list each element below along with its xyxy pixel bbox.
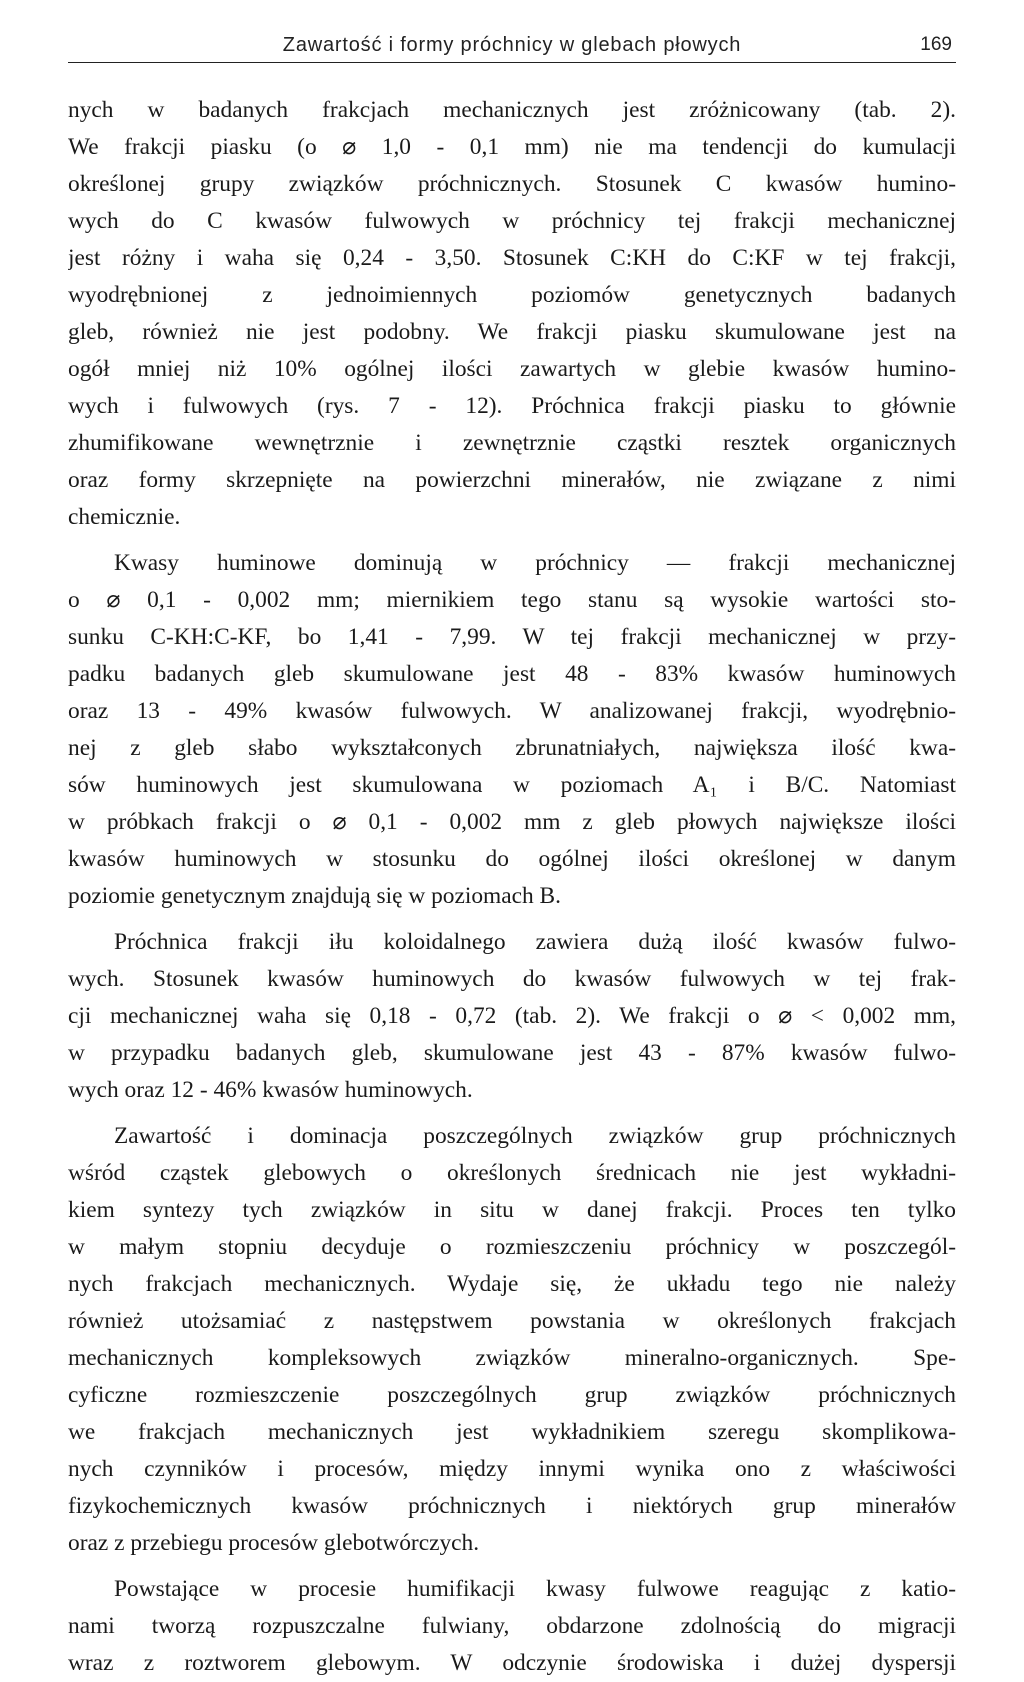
text-line: gleb, również nie jest podobny. We frakcji piasku skumulowane jest na: [68, 319, 956, 345]
paragraph: [68, 1118, 956, 1562]
text-line: zhumifikowane wewnętrznie i zewnętrznie cząstki resztek organicznych: [68, 430, 956, 456]
text-line: nej z gleb słabo wykształconych zbrunatniałych, największa ilość kwa-: [68, 735, 956, 761]
paragraph: [68, 92, 956, 536]
text-line: ogół mniej niż 10% ogólnej ilości zawartych w glebie kwasów humino-: [68, 356, 956, 382]
text-line: w przypadku badanych gleb, skumulowane jest 43 - 87% kwasów fulwo-: [68, 1040, 956, 1066]
text-line: o ⌀ 0,1 - 0,002 mm; miernikiem tego stanu są wysokie wartości sto-: [68, 587, 956, 613]
running-title: Zawartość i formy próchnicy w glebach płowych: [282, 34, 742, 56]
text-line: sunku C-KH:C-KF, bo 1,41 - 7,99. W tej frakcji mechanicznej w przy-: [68, 624, 956, 650]
paragraph: [68, 924, 956, 1109]
text-line: mechanicznych kompleksowych związków mineralno-organicznych. Spe-: [68, 1345, 956, 1371]
article-body: [68, 92, 956, 1682]
paragraph: [68, 545, 956, 915]
paragraph: [68, 1571, 956, 1682]
text-line: jest różny i waha się 0,24 - 3,50. Stosunek C:KH do C:KF w tej frakcji,: [68, 245, 956, 271]
text-line: wych oraz 12 - 46% kwasów huminowych.: [68, 1077, 473, 1103]
text-line: nami tworzą rozpuszczalne fulwiany, obdarzone zdolnością do migracji: [68, 1613, 956, 1639]
text-line: oraz z przebiegu procesów glebotwórczych.: [68, 1530, 480, 1556]
text-line: fizykochemicznych kwasów próchnicznych i niektórych grup minerałów: [68, 1493, 956, 1519]
text-line: w próbkach frakcji o ⌀ 0,1 - 0,002 mm z gleb płowych największe ilości: [68, 809, 956, 835]
page-number: 169: [920, 34, 952, 55]
text-line: wych i fulwowych (rys. 7 - 12). Próchnica frakcji piasku to głównie: [68, 393, 956, 419]
paragraph-gap: [68, 1562, 956, 1571]
text-line: wych. Stosunek kwasów huminowych do kwasów fulwowych w tej frak-: [68, 966, 956, 992]
text-line: we frakcjach mechanicznych jest wykładnikiem szeregu skomplikowa-: [68, 1419, 956, 1445]
text-line: również utożsamiać z następstwem powstania w określonych frakcjach: [68, 1308, 956, 1334]
text-line: kiem syntezy tych związków in situ w danej frakcji. Proces ten tylko: [68, 1197, 956, 1223]
text-line: nych w badanych frakcjach mechanicznych jest zróżnicowany (tab. 2).: [68, 97, 956, 123]
text-line: cji mechanicznej waha się 0,18 - 0,72 (tab. 2). We frakcji o ⌀ < 0,002 mm,: [68, 1003, 956, 1029]
text-line: padku badanych gleb skumulowane jest 48 - 83% kwasów huminowych: [68, 661, 956, 687]
text-line: We frakcji piasku (o ⌀ 1,0 - 0,1 mm) nie ma tendencji do kumulacji: [68, 134, 956, 160]
paragraph-gap: [68, 915, 956, 924]
text-line: cyficzne rozmieszczenie poszczególnych grup związków próchnicznych: [68, 1382, 956, 1408]
text-line: nych czynników i procesów, między innymi wynika ono z właściwości: [68, 1456, 956, 1482]
text-line: oraz 13 - 49% kwasów fulwowych. W analizowanej frakcji, wyodrębnio-: [68, 698, 956, 724]
text-line: oraz formy skrzepnięte na powierzchni minerałów, nie związane z nimi: [68, 467, 956, 493]
text-line: chemicznie.: [68, 504, 181, 530]
text-line: kwasów huminowych w stosunku do ogólnej ilości określonej w danym: [68, 846, 956, 872]
text-line: Powstające w procesie humifikacji kwasy fulwowe reagując z katio-: [114, 1576, 956, 1602]
text-line: w małym stopniu decyduje o rozmieszczeniu próchnicy w poszczegól-: [68, 1234, 956, 1260]
text-line: wraz z roztworem glebowym. W odczynie środowiska i dużej dyspersji: [68, 1650, 956, 1676]
text-line: nych frakcjach mechanicznych. Wydaje się, że układu tego nie należy: [68, 1271, 956, 1297]
text-line: wyodrębnionej z jednoimiennych poziomów genetycznych badanych: [68, 282, 956, 308]
running-head: [68, 28, 956, 63]
text-line: Zawartość i dominacja poszczególnych związków grup próchnicznych: [114, 1123, 956, 1149]
text-line: Kwasy huminowe dominują w próchnicy — frakcji mechanicznej: [114, 550, 956, 576]
paragraph-gap: [68, 1109, 956, 1118]
text-line: wśród cząstek glebowych o określonych średnicach nie jest wykładni-: [68, 1160, 956, 1186]
text-line: sów huminowych jest skumulowana w poziomach A₁ i B/C. Natomiast: [68, 772, 956, 798]
paragraph-gap: [68, 536, 956, 545]
text-line: Próchnica frakcji iłu koloidalnego zawiera dużą ilość kwasów fulwo-: [114, 929, 956, 955]
text-line: określonej grupy związków próchnicznych. Stosunek C kwasów humino-: [68, 171, 956, 197]
text-line: wych do C kwasów fulwowych w próchnicy tej frakcji mechanicznej: [68, 208, 956, 234]
text-line: poziomie genetycznym znajdują się w poziomach B.: [68, 883, 561, 909]
